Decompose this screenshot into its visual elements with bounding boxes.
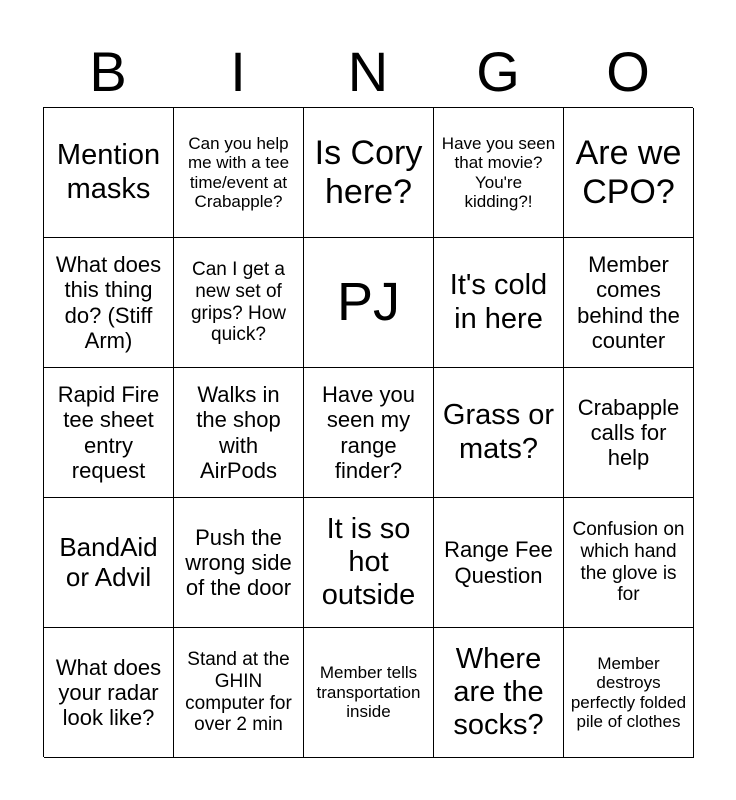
bingo-cell[interactable]: Grass or mats? [434, 368, 564, 498]
bingo-cell[interactable]: Member comes behind the counter [564, 238, 694, 368]
bingo-cell[interactable]: Have you seen that movie? You're kidding?! [434, 108, 564, 238]
bingo-cell[interactable]: Stand at the GHIN computer for over 2 min [174, 628, 304, 758]
bingo-cell[interactable]: Member destroys perfectly folded pile of clothes [564, 628, 694, 758]
header-letter-g: G [476, 40, 520, 103]
header-letter-i: I [230, 40, 246, 103]
bingo-cell[interactable]: Crabapple calls for help [564, 368, 694, 498]
bingo-cell[interactable]: Confusion on which hand the glove is for [564, 498, 694, 628]
bingo-cell[interactable]: What does your radar look like? [44, 628, 174, 758]
header-letter-b: B [89, 40, 127, 103]
free-space-cell[interactable]: PJ [304, 238, 434, 368]
bingo-cell[interactable]: Push the wrong side of the door [174, 498, 304, 628]
bingo-cell[interactable]: Walks in the shop with AirPods [174, 368, 304, 498]
bingo-cell[interactable]: Where are the socks? [434, 628, 564, 758]
bingo-cell[interactable]: Mention masks [44, 108, 174, 238]
bingo-cell[interactable]: Member tells transportation inside [304, 628, 434, 758]
header-letter-o: O [606, 40, 650, 103]
bingo-cell[interactable]: Can you help me with a tee time/event at Crabapple? [174, 108, 304, 238]
bingo-header [43, 40, 693, 104]
bingo-cell[interactable]: Range Fee Question [434, 498, 564, 628]
bingo-cell[interactable]: BandAid or Advil [44, 498, 174, 628]
bingo-cell[interactable]: Can I get a new set of grips? How quick? [174, 238, 304, 368]
bingo-cell[interactable]: Have you seen my range finder? [304, 368, 434, 498]
bingo-card [43, 107, 693, 757]
bingo-cell[interactable]: Are we CPO? [564, 108, 694, 238]
bingo-cell[interactable]: It's cold in here [434, 238, 564, 368]
header-letter-n: N [347, 40, 389, 103]
bingo-cell[interactable]: Is Cory here? [304, 108, 434, 238]
bingo-cell[interactable]: What does this thing do? (Stiff Arm) [44, 238, 174, 368]
bingo-cell[interactable]: Rapid Fire tee sheet entry request [44, 368, 174, 498]
bingo-cell[interactable]: It is so hot outside [304, 498, 434, 628]
